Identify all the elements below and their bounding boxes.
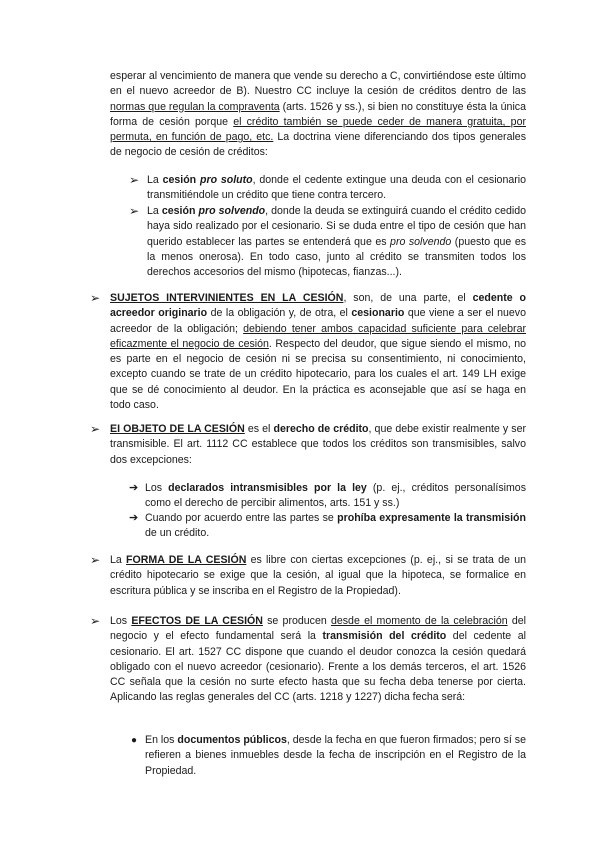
text: , que debe existir realmente y ser transmisible. El art. 1112 CC establece que todos los créditos son transmisibles, salvo dos excepciones: (110, 423, 526, 466)
bold-text: declarados intransmisibles por la ley (168, 482, 367, 494)
intro-underlined-text: el crédito también se puede ceder de manera gratuita, por permuta, en función de pago, etc. (110, 115, 526, 144)
pro-solvendo-text (147, 204, 526, 280)
section-objeto (90, 422, 526, 468)
text: es libre con ciertas excepciones (p. ej., si se trata de un crédito hipotecario se exige que la cesión, al igual que la hipoteca, se formalice en escritura pública y se inscriba en el Registro de la Propiedad). (110, 554, 526, 597)
sujetos-text (110, 291, 526, 413)
text: se producen (262, 615, 331, 627)
text: . Respecto del deudor, que sigue siendo el mismo, no es parte en el negocio de cesión ni se precisa su consentimiento, ni conocimiento, excepto cuando se trate de un crédito hipotecario, para los cuales el art. 149 LH exige que se dé conocimiento al deudor. En la práctica es aconsejable que así se haga en todo caso. (110, 337, 526, 412)
intro-text: (arts. 1526 y ss.), si bien no constituye ésta la única forma de cesión porque (110, 100, 526, 128)
intro-text: La doctrina viene diferenciando dos tipos generales de negocio de cesión de créditos: (110, 131, 526, 159)
bold-text: derecho de crédito (273, 423, 369, 435)
text: (p. ej., créditos personalísimos como el derecho de percibir alimentos, arts. 151 y ss.) (145, 482, 526, 510)
list-item-pro-solvendo (129, 204, 526, 280)
documentos-text (145, 733, 526, 779)
bold-text: documentos públicos (177, 734, 287, 746)
efectos-text (110, 614, 526, 706)
intro-paragraph (110, 69, 526, 161)
section-heading: EI OBJETO DE LA CESIÓN (110, 423, 245, 435)
excepcion-2-text (145, 511, 526, 542)
section-efectos (90, 614, 526, 706)
bold-text: cesionario (351, 307, 405, 320)
list-item-excepcion-1 (129, 481, 526, 512)
text: , donde el cedente extingue una deuda con el cesionario transmitiéndole un crédito que tiene contra tercero. (147, 174, 526, 202)
arrowhead-bullet-icon: ➢ (90, 553, 101, 567)
text: , donde la deuda se extinguirá cuando el crédito cedido haya sido realizado por el cesionario. Si se duda entre el tipo de cesión que han querido establecer las partes se entenderá que es (147, 205, 526, 248)
arrowhead-bullet-icon: ➢ (90, 422, 101, 436)
excepcion-1-text (145, 481, 526, 512)
pro-soluto-text (147, 173, 526, 204)
text: del negocio y el efecto fundamental será la (110, 615, 526, 643)
bold-text: transmisión del crédito (322, 630, 447, 643)
text: Los (145, 482, 169, 494)
section-forma (90, 553, 526, 599)
text: , son, de una parte, el (343, 292, 473, 304)
list-item-excepcion-2 (129, 511, 526, 542)
section-heading: FORMA DE LA CESIÓN (126, 554, 247, 566)
text: (puesto que es la menos onerosa). En todo caso, junto al crédito se transmiten todos los derechos accesorios del mismo (hipotecas, fianzas...). (147, 235, 527, 279)
intro-text: esperar al vencimiento de manera que vende su derecho a C, convirtiéndose este último en el nuevo acreedor de B). Nuestro CC incluye la cesión de créditos dentro de las (110, 70, 526, 98)
bold-text: prohíba expresamente la transmisión (337, 512, 526, 524)
text: del cedente al cesionario. El art. 1527 CC dispone que cuando el deudor conozca la cesión quedará obligado con el nuevo acreedor (cesionario). Frente a los demás terceros, el art. 1526 CC señala que la cesión no surte efecto hasta que su fecha deba tenerse por cierta. Aplicando las reglas generales del CC (arts. 1218 y 1227) dicha fecha será: (110, 630, 526, 704)
text: de la obligación y, de otra, el (207, 307, 352, 320)
arrowhead-bullet-icon: ➢ (90, 291, 101, 305)
arrowhead-bullet-icon: ➢ (129, 173, 140, 187)
arrowhead-bullet-icon: ➢ (129, 204, 140, 218)
text: es el (244, 423, 274, 435)
text: Los (110, 615, 132, 627)
arrow-bullet-icon: ➔ (129, 482, 139, 494)
text: que viene a ser el nuevo acreedor de la obligación; (110, 307, 526, 335)
italic-text: pro solvendo (390, 235, 452, 248)
bold-text: cesión (162, 174, 200, 186)
bold-italic-text: pro solvendo (198, 205, 266, 217)
text: En los (145, 734, 178, 746)
underlined-text: debiendo tener ambos capacidad suficiente para celebrar eficazmente el negocio de cesión (110, 322, 527, 350)
arrowhead-bullet-icon: ➢ (90, 614, 101, 628)
dot-bullet-icon: ● (131, 735, 138, 746)
text: La (147, 205, 162, 217)
bold-text: cedente o acreedor originario (110, 292, 527, 320)
list-item-pro-soluto (129, 173, 526, 204)
forma-text (110, 553, 526, 599)
text: de un crédito. (145, 527, 210, 540)
text: Cuando por acuerdo entre las partes se (145, 512, 338, 524)
bold-italic-text: pro soluto (199, 174, 253, 186)
list-item-documentos-publicos (129, 733, 526, 779)
text: La (110, 554, 127, 566)
arrow-bullet-icon: ➔ (129, 512, 139, 524)
objeto-text (110, 422, 526, 468)
section-heading: SUJETOS INTERVINIENTES EN LA CESIÓN (110, 292, 344, 304)
intro-underlined-text: normas que regulan la compraventa (110, 100, 280, 113)
text: La (147, 174, 163, 186)
underlined-text: desde el momento de la celebración (330, 615, 508, 627)
bold-text: cesión (161, 205, 199, 217)
section-sujetos (90, 291, 526, 413)
text: , desde la fecha en que fueron firmados; pero sí se refieren a bienes inmuebles desde la fecha de inscripción en el Registro de la Propiedad. (145, 734, 526, 777)
section-heading: EFECTOS DE LA CESIÓN (131, 615, 263, 627)
